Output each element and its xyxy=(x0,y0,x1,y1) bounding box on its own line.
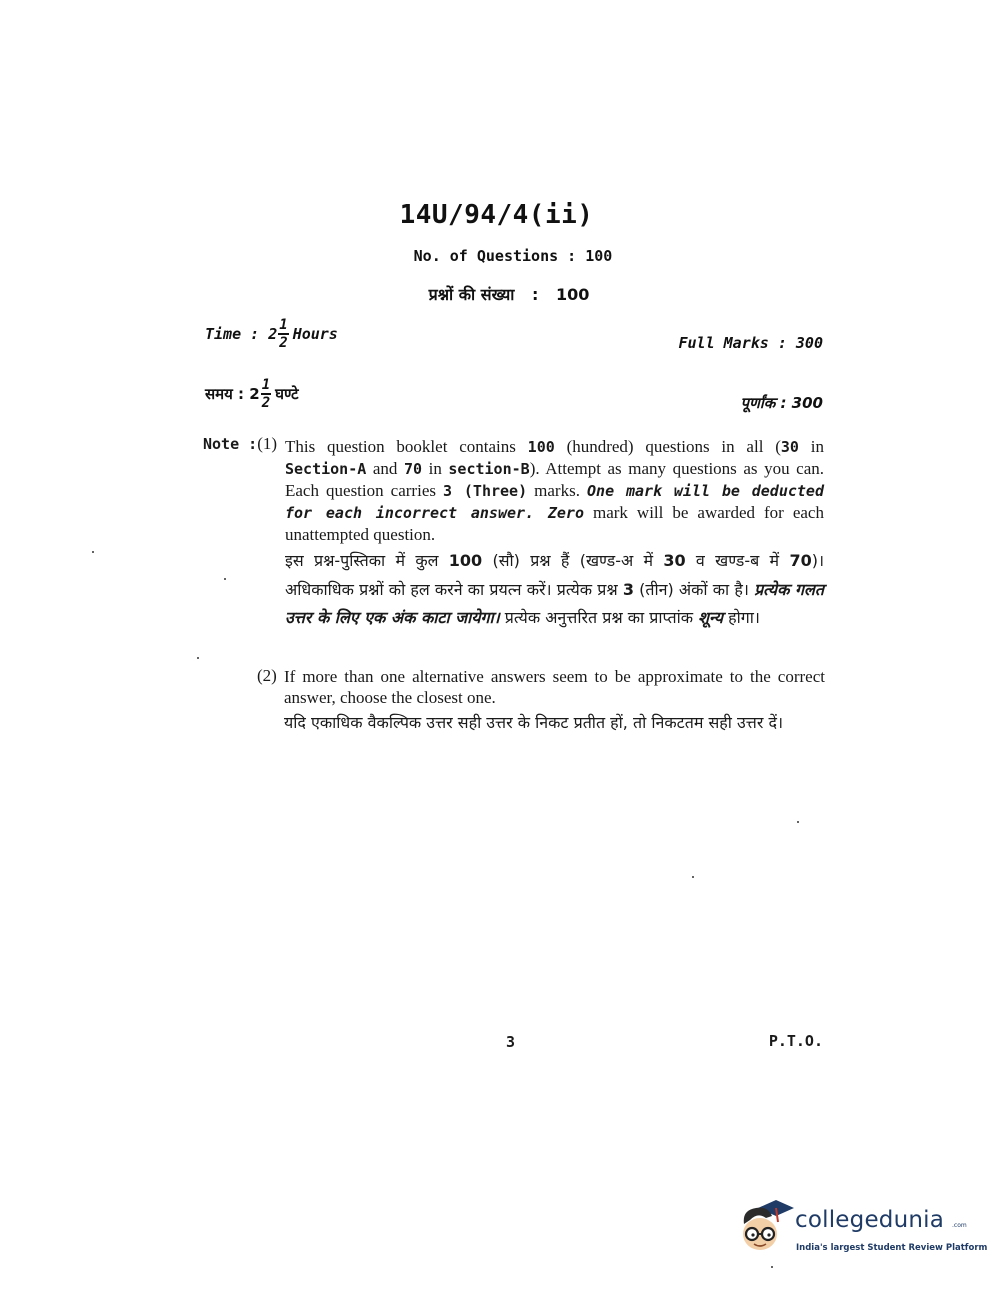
note-item1-en-bold: section-B xyxy=(448,460,530,478)
questions-count-hi xyxy=(0,283,993,305)
collegedunia-brand-suffix: .com xyxy=(952,1222,967,1229)
note-item1-hi xyxy=(285,547,824,633)
scan-speck xyxy=(771,1266,773,1268)
questions-count-en-value: 100 xyxy=(585,247,613,265)
note-item1-en-text: ). Attempt as many questions as you can. Each question carries xyxy=(285,459,825,500)
time-hi-unit: घण्टे xyxy=(275,385,299,403)
time-en-fraction xyxy=(278,318,288,350)
time-hi-fraction xyxy=(261,378,271,410)
note-label xyxy=(203,434,277,454)
note-item1-en-bold: Section-A xyxy=(285,460,367,478)
note-item1-en-text: mark will be awarded for each unattempted question. xyxy=(285,503,824,544)
time-hi-label: समय : 2 xyxy=(205,385,260,403)
note-item1-number: (1) xyxy=(257,434,278,453)
time-hi-frac-den: 2 xyxy=(261,395,271,411)
questions-count-en-label: No. of Questions : xyxy=(413,247,577,265)
time-hi-frac-num: 1 xyxy=(261,377,271,393)
note-item1-hi-bold: 3 xyxy=(622,579,634,599)
note-item2-en: If more than one alternative answers seem to be approximate to the correct answer, choose the closest one. xyxy=(284,667,825,707)
time-en xyxy=(205,318,338,350)
note-item1-hi-text: (तीन) अंकों का है। xyxy=(633,579,755,599)
scan-speck xyxy=(224,578,226,580)
note-item2-hi: यदि एकाधिक वैकल्पिक उत्तर सही उत्तर के निकट प्रतीत हों, तो निकटतम सही उत्तर दें। xyxy=(284,713,784,732)
page-number: 3 xyxy=(506,1033,516,1051)
note-item1-en-text: (hundred) questions in all ( xyxy=(554,437,781,456)
scan-speck xyxy=(92,551,94,553)
time-en-unit: Hours xyxy=(292,325,338,343)
full-marks-en: Full Marks : 300 xyxy=(678,334,823,352)
scan-speck xyxy=(797,821,799,823)
time-hi xyxy=(205,378,299,410)
time-en-frac-den: 2 xyxy=(279,335,288,351)
note-item1-hi-bold: 70 xyxy=(789,551,812,570)
collegedunia-tagline: India's largest Student Review Platform xyxy=(796,1243,988,1253)
note-item1-en-text: in xyxy=(422,459,449,478)
note-item2-number: (2) xyxy=(257,666,277,685)
time-en-label: Time : 2 xyxy=(205,325,278,343)
pto-label: P.T.O. xyxy=(768,1032,823,1050)
note-item1-en-text: marks. xyxy=(527,481,588,500)
full-marks-hi: पूर्णांक : 300 xyxy=(740,394,823,412)
note-item1-hi-text: इस प्रश्न-पुस्तिका में कुल xyxy=(285,551,449,570)
scan-speck xyxy=(197,657,199,659)
note-item1-hi-text: )। अधिकाधिक प्रश्नों को हल करने का प्रयत्न करें। प्रत्येक प्रश्न xyxy=(285,551,825,599)
note-item1-hi-bold: 100 xyxy=(448,551,483,570)
scan-speck xyxy=(692,876,694,878)
questions-count-hi-sep: : xyxy=(531,285,539,304)
note-item1-hi-italic: शून्य xyxy=(698,608,723,627)
note-item1-en-text: in xyxy=(798,437,824,456)
questions-count-en xyxy=(0,247,993,265)
note-item1-en-bold-italic: One mark will be deducted for each incorrect answer. Zero xyxy=(285,482,824,522)
note-item1-en xyxy=(285,436,824,545)
note-item1-hi-bold: 30 xyxy=(663,551,686,570)
note-item1-hi-text: होगा। xyxy=(722,608,760,627)
note-item1-en-bold: 70 xyxy=(403,460,423,478)
note-item1-en-text: and xyxy=(366,459,404,478)
note-item1-en-text: This question booklet contains xyxy=(285,437,528,456)
note-item1-hi-italic: प्रत्येक गलत उत्तर के लिए एक अंक काटा जायेगा। xyxy=(285,579,824,627)
paper-code: 14U/94/4(ii) xyxy=(399,200,594,230)
questions-count-hi-value: 100 xyxy=(555,285,590,304)
note-label-text: Note : xyxy=(203,435,258,453)
note-item1-hi-text: (सौ) प्रश्न हैं (खण्ड-अ में xyxy=(482,551,664,570)
time-en-frac-num: 1 xyxy=(279,317,288,333)
collegedunia-brand: collegedunia xyxy=(795,1207,945,1233)
note-item1-hi-text: व खण्ड-ब में xyxy=(685,551,790,570)
note-item1-en-bold: 100 xyxy=(527,438,555,456)
note-item1-hi-text: प्रत्येक अनुत्तरित प्रश्न का प्राप्तांक xyxy=(499,608,699,627)
note-item1-en-bold: 3 (Three) xyxy=(443,482,528,500)
note-item1-en-bold: 30 xyxy=(780,438,799,456)
mascot-icon xyxy=(738,1196,798,1258)
questions-count-hi-label: प्रश्नों की संख्या xyxy=(428,285,515,304)
